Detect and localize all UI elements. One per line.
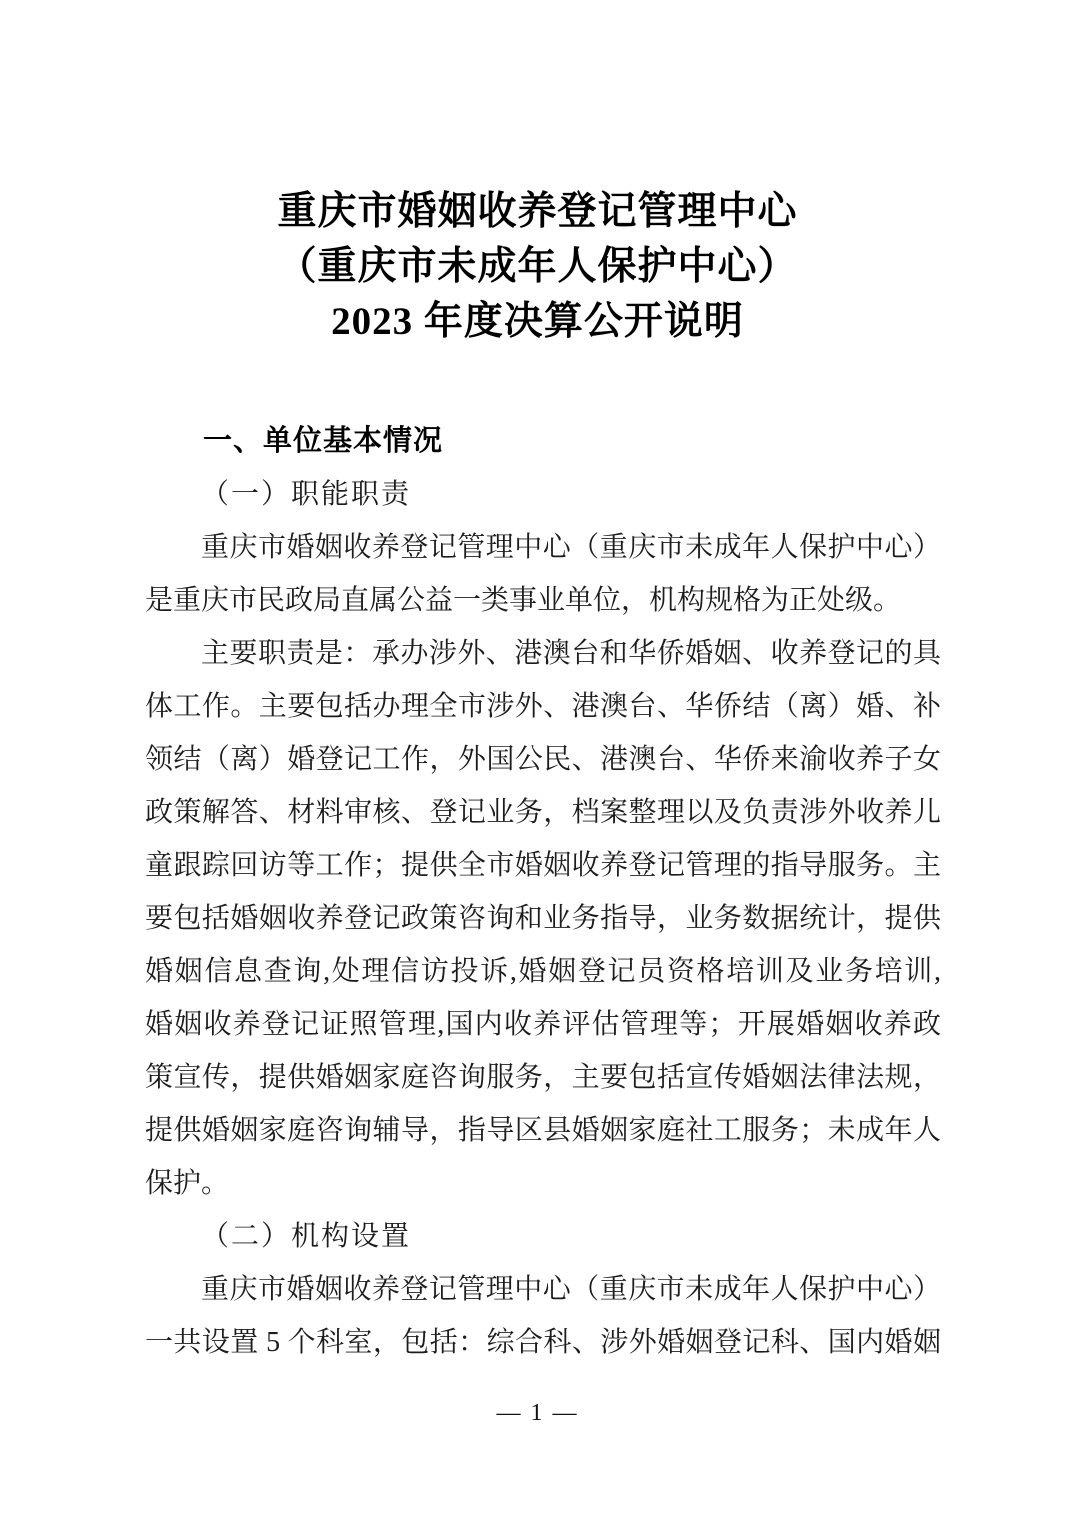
- page-number: — 1 —: [496, 1400, 579, 1426]
- paragraph: [145, 627, 941, 1210]
- paragraph-line: 体工作。主要包括办理全市涉外、港澳台、华侨结（离）婚、补: [145, 691, 941, 722]
- paragraph-line: 童跟踪回访等工作；提供全市婚姻收养登记管理的指导服务。主: [145, 850, 941, 881]
- paragraph-line: 一共设置 5 个科室，包括：综合科、涉外婚姻登记科、国内婚姻: [145, 1327, 941, 1358]
- paragraph-line: 是重庆市民政局直属公益一类事业单位，机构规格为正处级。: [145, 585, 902, 616]
- paragraph-line: 政策解答、材料审核、登记业务，档案整理以及负责涉外收养儿: [145, 797, 941, 828]
- page-footer: [0, 1400, 1075, 1427]
- paragraph-line: 婚姻收养登记证照管理,国内收养评估管理等；开展婚姻收养政: [145, 1009, 941, 1040]
- paragraph: [145, 521, 941, 627]
- document-title-line-3: 2023 年度决算公开说明: [331, 300, 744, 343]
- sub-heading: （二）机构设置: [201, 1221, 412, 1252]
- document-title-line-2: （重庆市未成年人保护中心）: [277, 245, 798, 288]
- paragraph-line: 重庆市婚姻收养登记管理中心（重庆市未成年人保护中心）: [201, 532, 941, 563]
- paragraph: [145, 1263, 941, 1369]
- paragraph-line: 要包括婚姻收养登记政策咨询和业务指导，业务数据统计，提供: [145, 903, 941, 934]
- paragraph-line: 主要职责是：承办涉外、港澳台和华侨婚姻、收养登记的具: [201, 638, 941, 669]
- paragraph-line: 重庆市婚姻收养登记管理中心（重庆市未成年人保护中心）: [201, 1274, 941, 1305]
- document-title-line-1: 重庆市婚姻收养登记管理中心: [277, 190, 798, 233]
- paragraph-line: 保护。: [145, 1168, 230, 1199]
- section-heading: 一、单位基本情况: [203, 425, 444, 457]
- paragraph-line: 策宣传，提供婚姻家庭咨询服务，主要包括宣传婚姻法律法规，: [145, 1062, 941, 1093]
- paragraph-line: 婚姻信息查询,处理信访投诉,婚姻登记员资格培训及业务培训,: [145, 956, 941, 987]
- paragraph-line: 提供婚姻家庭咨询辅导，指导区县婚姻家庭社工服务；未成年人: [145, 1115, 941, 1146]
- sub-heading: （一）职能职责: [201, 479, 412, 510]
- document-title: [0, 0, 1075, 349]
- paragraph-line: 领结（离）婚登记工作，外国公民、港澳台、华侨来渝收养子女: [145, 744, 941, 775]
- document-body: [0, 415, 1075, 1369]
